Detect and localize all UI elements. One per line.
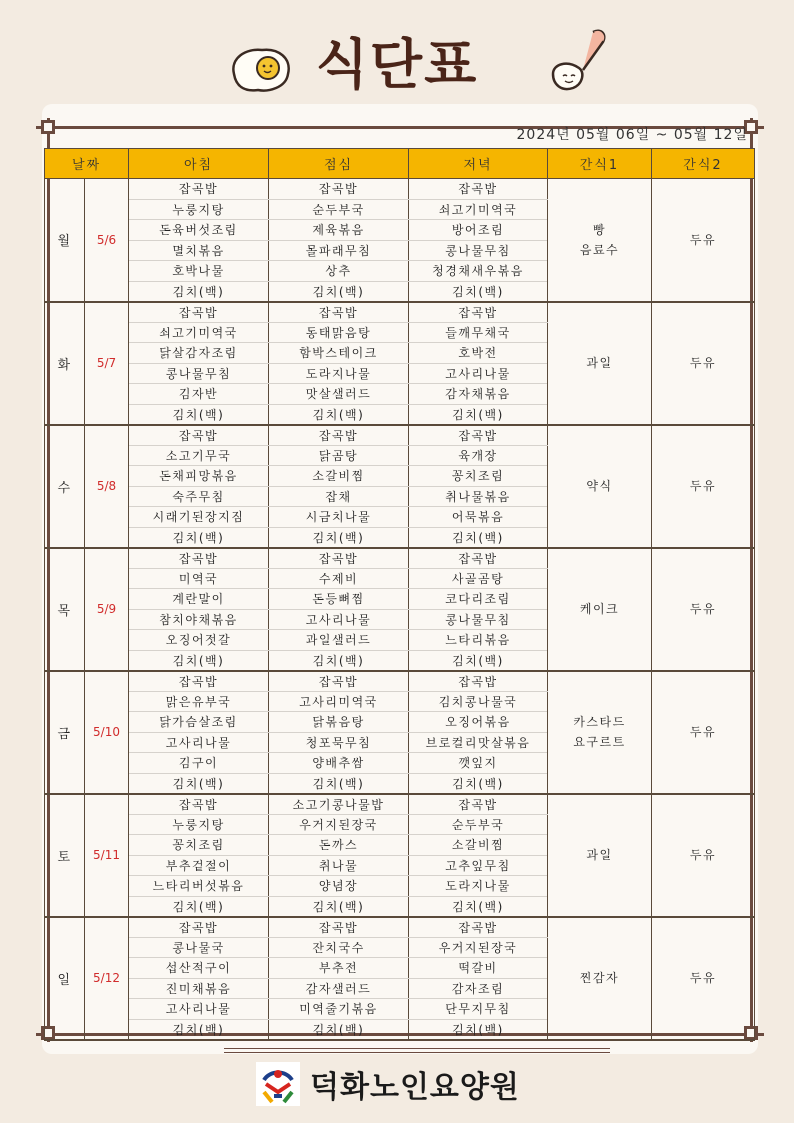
dinner-item: 김치(백) xyxy=(409,527,548,548)
breakfast-item: 김치(백) xyxy=(129,773,269,794)
date-cell: 5/6 xyxy=(85,179,129,302)
date-range: 2024년 05월 06일 ~ 05월 12일 xyxy=(516,127,748,143)
snack2-cell xyxy=(652,548,755,671)
dinner-item: 김치(백) xyxy=(409,281,548,302)
snack1-cell xyxy=(548,302,652,425)
breakfast-item: 닭살감자조림 xyxy=(129,343,269,364)
date-cell: 5/8 xyxy=(85,425,129,548)
snack1-item: 케이크 xyxy=(579,602,620,616)
lunch-item: 김치(백) xyxy=(269,650,409,671)
breakfast-item: 잡곡밥 xyxy=(129,794,269,815)
dinner-item: 김치(백) xyxy=(409,896,548,917)
breakfast-item: 소고기무국 xyxy=(129,445,269,466)
snack2-cell xyxy=(652,302,755,425)
lunch-item: 잡채 xyxy=(269,486,409,507)
dinner-item: 감자채볶음 xyxy=(409,384,548,405)
breakfast-item: 콩나물무침 xyxy=(129,363,269,384)
dinner-item: 순두부국 xyxy=(409,814,548,835)
col-header-lunch: 점심 xyxy=(269,149,409,179)
dinner-item: 사골곰탕 xyxy=(409,568,548,589)
lunch-item: 잡곡밥 xyxy=(269,671,409,692)
breakfast-item: 누룽지탕 xyxy=(129,199,269,220)
facility-logo xyxy=(256,1062,300,1106)
breakfast-item: 돈채피망볶음 xyxy=(129,466,269,487)
snack2-item: 두유 xyxy=(689,848,717,862)
lunch-item: 김치(백) xyxy=(269,527,409,548)
breakfast-item: 김치(백) xyxy=(129,1019,269,1040)
dinner-item: 감자조림 xyxy=(409,978,548,999)
date-cell: 5/12 xyxy=(85,917,129,1040)
snack1-item: 찐감자 xyxy=(579,971,620,985)
breakfast-item: 미역국 xyxy=(129,568,269,589)
dinner-item: 청경채새우볶음 xyxy=(409,261,548,282)
breakfast-item: 고사리나물 xyxy=(129,999,269,1020)
table-header xyxy=(45,149,755,179)
breakfast-item: 김자반 xyxy=(129,384,269,405)
breakfast-item: 김치(백) xyxy=(129,650,269,671)
dinner-item: 단무지무침 xyxy=(409,999,548,1020)
lunch-item: 청포묵무침 xyxy=(269,732,409,753)
table-row xyxy=(45,671,755,692)
day-cell: 화 xyxy=(45,302,85,425)
breakfast-item: 진미채볶음 xyxy=(129,978,269,999)
dinner-item: 콩나물무침 xyxy=(409,240,548,261)
lunch-item: 잔치국수 xyxy=(269,937,409,958)
facility-name: 덕화노인요양원 xyxy=(310,1070,520,1105)
breakfast-item: 김치(백) xyxy=(129,896,269,917)
day-cell: 일 xyxy=(45,917,85,1040)
breakfast-item: 고사리나물 xyxy=(129,732,269,753)
dinner-item: 코다리조림 xyxy=(409,589,548,610)
dinner-item: 잡곡밥 xyxy=(409,671,548,692)
lunch-item: 소갈비찜 xyxy=(269,466,409,487)
breakfast-item: 맑은유부국 xyxy=(129,691,269,712)
lunch-item: 잡곡밥 xyxy=(269,302,409,323)
lunch-item: 잡곡밥 xyxy=(269,548,409,569)
breakfast-item: 잡곡밥 xyxy=(129,179,269,200)
date-cell: 5/11 xyxy=(85,794,129,917)
snack1-item: 약식 xyxy=(586,479,613,493)
dinner-item: 잡곡밥 xyxy=(409,425,548,446)
lunch-item: 김치(백) xyxy=(269,281,409,302)
dinner-item: 떡갈비 xyxy=(409,958,548,979)
lunch-item: 김치(백) xyxy=(269,896,409,917)
divider-line xyxy=(224,1048,610,1049)
lunch-item: 양념장 xyxy=(269,876,409,897)
day-cell: 월 xyxy=(45,179,85,302)
snack2-item: 두유 xyxy=(689,725,717,739)
lunch-item: 돈까스 xyxy=(269,835,409,856)
breakfast-item: 숙주무침 xyxy=(129,486,269,507)
lunch-item: 돈등뼈찜 xyxy=(269,589,409,610)
table-row xyxy=(45,917,755,938)
lunch-item: 닭볶음탕 xyxy=(269,712,409,733)
breakfast-item: 호박나물 xyxy=(129,261,269,282)
dinner-item: 소갈비찜 xyxy=(409,835,548,856)
breakfast-item: 돈육버섯조림 xyxy=(129,220,269,241)
lunch-item: 고사리미역국 xyxy=(269,691,409,712)
breakfast-item: 잡곡밥 xyxy=(129,917,269,938)
breakfast-item: 계란말이 xyxy=(129,589,269,610)
dinner-item: 취나물볶음 xyxy=(409,486,548,507)
date-cell: 5/9 xyxy=(85,548,129,671)
snack2-cell xyxy=(652,917,755,1040)
lunch-item: 수제비 xyxy=(269,568,409,589)
dinner-item: 김치콩나물국 xyxy=(409,691,548,712)
snack1-cell xyxy=(548,671,652,794)
snack2-item: 두유 xyxy=(689,356,717,370)
dinner-item: 쇠고기미역국 xyxy=(409,199,548,220)
breakfast-item: 김구이 xyxy=(129,753,269,774)
breakfast-item: 참치야채볶음 xyxy=(129,609,269,630)
table-row xyxy=(45,302,755,323)
breakfast-item: 잡곡밥 xyxy=(129,302,269,323)
lunch-item: 미역줄기볶음 xyxy=(269,999,409,1020)
lunch-item: 몰파래무침 xyxy=(269,240,409,261)
dinner-item: 호박전 xyxy=(409,343,548,364)
lunch-item: 잡곡밥 xyxy=(269,425,409,446)
lunch-item: 동태맑음탕 xyxy=(269,322,409,343)
snack1-item: 요구르트 xyxy=(573,735,626,749)
table-row xyxy=(45,548,755,569)
meal-table xyxy=(44,148,755,1041)
snack2-cell xyxy=(652,425,755,548)
lunch-item: 시금치나물 xyxy=(269,507,409,528)
lunch-item: 과일샐러드 xyxy=(269,630,409,651)
dinner-item: 잡곡밥 xyxy=(409,302,548,323)
breakfast-item: 콩나물국 xyxy=(129,937,269,958)
day-cell: 목 xyxy=(45,548,85,671)
lunch-item: 순두부국 xyxy=(269,199,409,220)
snack2-item: 두유 xyxy=(689,602,717,616)
breakfast-item: 부추겉절이 xyxy=(129,855,269,876)
date-cell: 5/7 xyxy=(85,302,129,425)
breakfast-item: 오징어젓갈 xyxy=(129,630,269,651)
dinner-item: 잡곡밥 xyxy=(409,794,548,815)
breakfast-item: 김치(백) xyxy=(129,404,269,425)
fried-egg-icon xyxy=(228,44,294,94)
snack2-cell xyxy=(652,179,755,302)
col-header-dinner: 저녁 xyxy=(409,149,548,179)
dinner-item: 꽁치조림 xyxy=(409,466,548,487)
lunch-item: 부추전 xyxy=(269,958,409,979)
dinner-item: 김치(백) xyxy=(409,650,548,671)
snack1-cell xyxy=(548,425,652,548)
snack1-cell xyxy=(548,917,652,1040)
date-cell: 5/10 xyxy=(85,671,129,794)
dinner-item: 잡곡밥 xyxy=(409,179,548,200)
lunch-item: 우거지된장국 xyxy=(269,814,409,835)
day-cell: 수 xyxy=(45,425,85,548)
lunch-item: 도라지나물 xyxy=(269,363,409,384)
lunch-item: 고사리나물 xyxy=(269,609,409,630)
snack1-cell xyxy=(548,794,652,917)
dinner-item: 고추잎무침 xyxy=(409,855,548,876)
breakfast-item: 김치(백) xyxy=(129,281,269,302)
snack1-cell xyxy=(548,548,652,671)
lunch-item: 잡곡밥 xyxy=(269,917,409,938)
dinner-item: 잡곡밥 xyxy=(409,548,548,569)
dinner-item: 김치(백) xyxy=(409,773,548,794)
table-row xyxy=(45,425,755,446)
snack2-cell xyxy=(652,794,755,917)
breakfast-item: 잡곡밥 xyxy=(129,671,269,692)
dinner-item: 방어조림 xyxy=(409,220,548,241)
snack1-item: 과일 xyxy=(586,356,613,370)
breakfast-item: 잡곡밥 xyxy=(129,425,269,446)
lunch-item: 취나물 xyxy=(269,855,409,876)
lunch-item: 잡곡밥 xyxy=(269,179,409,200)
breakfast-item: 김치(백) xyxy=(129,527,269,548)
breakfast-item: 닭가슴살조림 xyxy=(129,712,269,733)
dinner-item: 콩나물무침 xyxy=(409,609,548,630)
snack2-item: 두유 xyxy=(689,971,717,985)
lunch-item: 김치(백) xyxy=(269,1019,409,1040)
snack1-item: 음료수 xyxy=(579,242,620,257)
lunch-item: 함박스테이크 xyxy=(269,343,409,364)
breakfast-item: 느타리버섯볶음 xyxy=(129,876,269,897)
lunch-item: 제육볶음 xyxy=(269,220,409,241)
dinner-item: 도라지나물 xyxy=(409,876,548,897)
col-header-snack2: 간식2 xyxy=(652,149,755,179)
table-row xyxy=(45,179,755,200)
snack2-item: 두유 xyxy=(689,479,717,493)
breakfast-item: 쇠고기미역국 xyxy=(129,322,269,343)
breakfast-item: 멸치볶음 xyxy=(129,240,269,261)
dinner-item: 깻잎지 xyxy=(409,753,548,774)
dinner-item: 느타리볶음 xyxy=(409,630,548,651)
snack2-cell xyxy=(652,671,755,794)
dinner-item: 어묵볶음 xyxy=(409,507,548,528)
lunch-item: 김치(백) xyxy=(269,773,409,794)
day-cell: 토 xyxy=(45,794,85,917)
dinner-item: 브로컬리맛살볶음 xyxy=(409,732,548,753)
lunch-item: 상추 xyxy=(269,261,409,282)
breakfast-item: 섭산적구이 xyxy=(129,958,269,979)
col-header-date: 날짜 xyxy=(45,149,129,179)
frame-corner-tl xyxy=(41,120,55,134)
table-body xyxy=(45,179,755,1040)
dinner-item: 고사리나물 xyxy=(409,363,548,384)
snack1-cell xyxy=(548,179,652,302)
ladle-icon xyxy=(545,28,615,98)
dinner-item: 김치(백) xyxy=(409,1019,548,1040)
day-cell: 금 xyxy=(45,671,85,794)
dinner-item: 김치(백) xyxy=(409,404,548,425)
divider-line xyxy=(224,1052,610,1053)
snack1-item: 빵 xyxy=(592,222,607,237)
footer xyxy=(256,1060,520,1108)
dinner-item: 잡곡밥 xyxy=(409,917,548,938)
lunch-item: 감자샐러드 xyxy=(269,978,409,999)
col-header-snack1: 간식1 xyxy=(548,149,652,179)
breakfast-item: 꽁치조림 xyxy=(129,835,269,856)
page-title: 식단표 xyxy=(315,33,479,96)
breakfast-item: 시래기된장지짐 xyxy=(129,507,269,528)
lunch-item: 맛살샐러드 xyxy=(269,384,409,405)
lunch-item: 닭곰탕 xyxy=(269,445,409,466)
snack2-item: 두유 xyxy=(689,232,717,247)
dinner-item: 우거지된장국 xyxy=(409,937,548,958)
breakfast-item: 누룽지탕 xyxy=(129,814,269,835)
dinner-item: 들깨무채국 xyxy=(409,322,548,343)
dinner-item: 육개장 xyxy=(409,445,548,466)
breakfast-item: 잡곡밥 xyxy=(129,548,269,569)
col-header-breakfast: 아침 xyxy=(129,149,269,179)
dinner-item: 오징어볶음 xyxy=(409,712,548,733)
snack1-item: 과일 xyxy=(586,848,613,862)
table-row xyxy=(45,794,755,815)
lunch-item: 소고기콩나물밥 xyxy=(269,794,409,815)
snack1-item: 카스타드 xyxy=(573,715,626,729)
lunch-item: 김치(백) xyxy=(269,404,409,425)
lunch-item: 양배추쌈 xyxy=(269,753,409,774)
